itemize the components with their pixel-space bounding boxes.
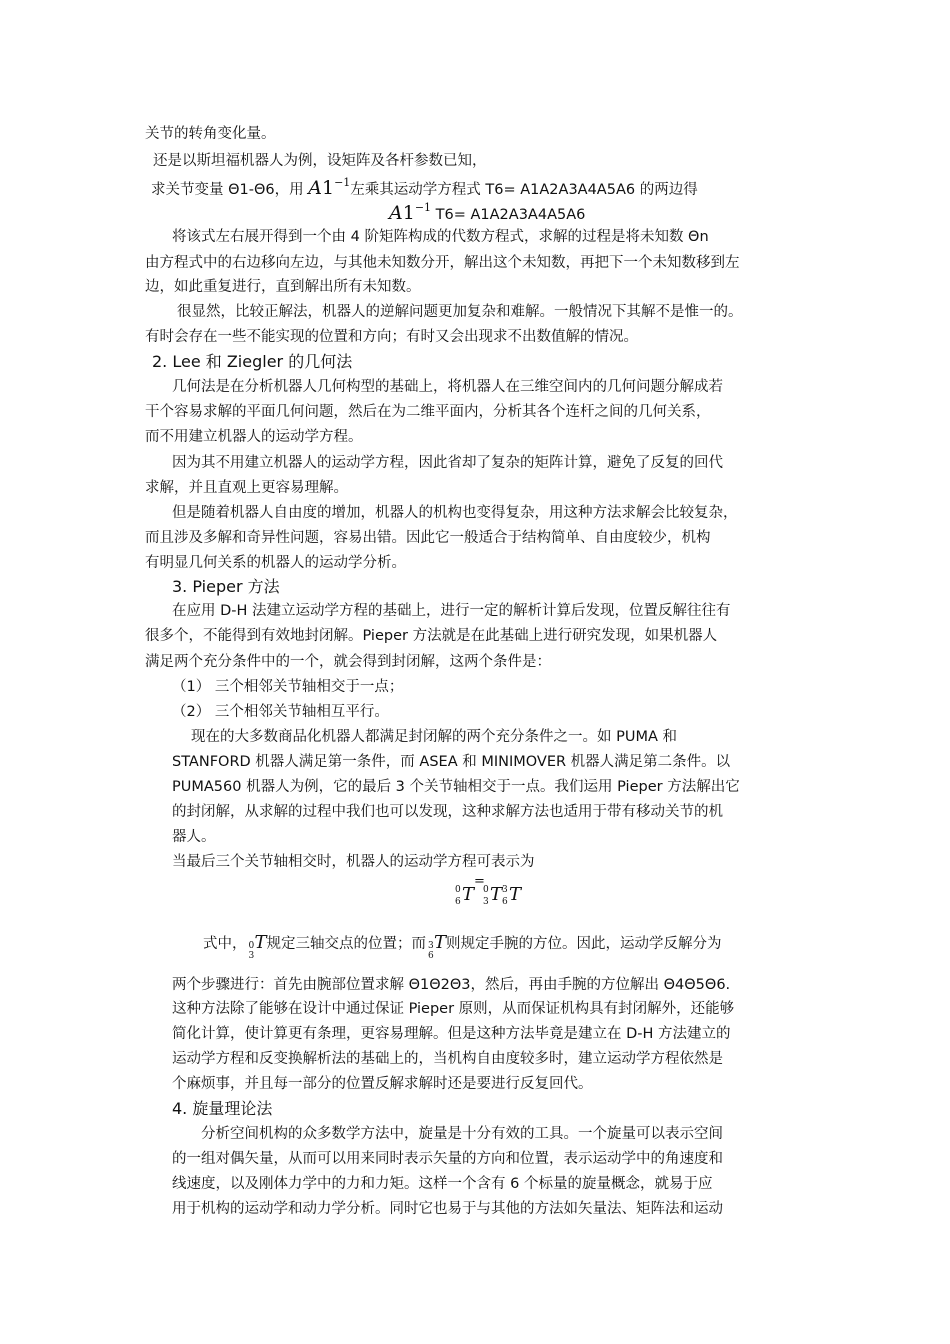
math-symbol: T bbox=[509, 884, 522, 905]
text-line: 关节的转角变化量。 bbox=[145, 126, 276, 142]
text-line: 两个步骤进行：首先由腕部位置求解 Θ1Θ2Θ3，然后，再由手腕的方位解出 Θ4Θ5Θ6. bbox=[172, 977, 731, 993]
kinematics-equation bbox=[450, 874, 530, 914]
text-line: 有明显几何关系的机器人的运动学分析。 bbox=[145, 555, 406, 571]
text-line: 还是以斯坦福机器人为例，设矩阵及各杆参数已知， bbox=[153, 153, 487, 169]
text-line: 现在的大多数商品化机器人都满足封闭解的两个充分条件之一。如 PUMA 和 bbox=[191, 729, 678, 745]
text-line: 分析空间机构的众多数学方法中，旋量是十分有效的工具。一个旋量可以表示空间 bbox=[201, 1126, 723, 1142]
math-index: 3 bbox=[502, 885, 508, 895]
math-index: 0 bbox=[248, 941, 255, 951]
equation-line bbox=[389, 203, 585, 226]
math-superscript: −1 bbox=[334, 176, 351, 189]
math-index: 3 bbox=[248, 951, 255, 961]
text-line: 将该式左右展开得到一个由 4 阶矩阵构成的代数方程式，求解的过程是将未知数 Θn bbox=[172, 229, 709, 245]
section-heading: 2. Lee 和 Ziegler 的几何法 bbox=[152, 352, 353, 371]
text-line: 求解，并且直观上更容易理解。 bbox=[145, 480, 348, 496]
math-index: 6 bbox=[455, 897, 461, 907]
math-symbol: T bbox=[254, 932, 267, 953]
math-symbol: A bbox=[308, 177, 322, 199]
math-symbol: T bbox=[462, 884, 475, 905]
list-item: （2） 三个相邻关节轴相互平行。 bbox=[172, 704, 389, 720]
text-line: 的封闭解，从求解的过程中我们也可以发现，这种求解方法也适用于带有移动关节的机 bbox=[172, 804, 723, 820]
math-operator: = bbox=[474, 874, 485, 889]
text-span: 则规定手腕的方位。因此，运动学反解分为 bbox=[446, 936, 722, 952]
section-heading: 3. Pieper 方法 bbox=[172, 577, 280, 596]
text-line: 很多个，不能得到有效地封闭解。Pieper 方法就是在此基础上进行研究发现，如果机器人 bbox=[145, 628, 718, 644]
text-line: 当最后三个关节轴相交时，机器人的运动学方程可表示为 bbox=[172, 854, 535, 870]
equation-line bbox=[203, 928, 823, 961]
text-line: 个麻烦事，并且每一部分的位置反解求解时还是要进行反复回代。 bbox=[172, 1076, 593, 1092]
text-span: T6= A1A2A3A4A5A6 bbox=[431, 207, 586, 223]
text-line: 满足两个充分条件中的一个，就会得到封闭解，这两个条件是： bbox=[145, 654, 551, 670]
text-line: 而不用建立机器人的运动学方程。 bbox=[145, 429, 363, 445]
math-superscript: −1 bbox=[414, 201, 432, 214]
text-line: STANFORD 机器人满足第一条件，而 ASEA 和 MINIMOVER 机器人满足第二条件。以 bbox=[172, 754, 731, 770]
math-index: 6 bbox=[502, 897, 508, 907]
math-index: 0 bbox=[455, 885, 461, 895]
math-symbol: A bbox=[389, 202, 403, 224]
text-line: 很显然，比较正解法，机器人的逆解问题更加复杂和难解。一般情况下其解不是惟一的。 bbox=[177, 304, 743, 320]
text-line: 用于机构的运动学和动力学分析。同时它也易于与其他的方法如矢量法、矩阵法和运动 bbox=[172, 1201, 723, 1217]
list-item: （1） 三个相邻关节轴相交于一点； bbox=[172, 679, 404, 695]
inline-math bbox=[426, 928, 447, 961]
text-line: 但是随着机器人自由度的增加，机器人的机构也变得复杂，用这种方法求解会比较复杂， bbox=[172, 505, 738, 521]
text-line: 线速度，以及刚体力学中的力和力矩。这样一个含有 6 个标量的旋量概念，就易于应 bbox=[172, 1176, 713, 1192]
text-line: 干个容易求解的平面几何问题，然后在为二维平面内，分析其各个连杆之间的几何关系， bbox=[145, 404, 711, 420]
text-line: 而且涉及多解和奇异性问题，容易出错。因此它一般适合于结构简单、自由度较少，机构 bbox=[145, 530, 711, 546]
text-span: 求关节变量 Θ1-Θ6，用 bbox=[151, 182, 309, 198]
text-span: 式中， bbox=[203, 936, 247, 952]
text-line: 简化计算，使计算更有条理，更容易理解。但是这种方法毕竟是建立在 D-H 方法建立的 bbox=[172, 1026, 731, 1042]
section-heading: 4. 旋量理论法 bbox=[172, 1099, 273, 1118]
text-line: 有时会存在一些不能实现的位置和方向；有时又会出现求不出数值解的情况。 bbox=[145, 329, 638, 345]
inline-math bbox=[247, 928, 267, 961]
text-line: 几何法是在分析机器人几何构型的基础上，将机器人在三维空间内的几何问题分解成若 bbox=[172, 379, 723, 395]
math-symbol: T bbox=[434, 932, 447, 953]
text-span: 左乘其运动学方程式 T6= A1A2A3A4A5A6 的两边得 bbox=[350, 182, 698, 198]
text-line: PUMA560 机器人为例，它的最后 3 个关节轴相交于一点。我们运用 Pieper 方法解出它 bbox=[172, 779, 740, 795]
math-index: 0 bbox=[483, 885, 489, 895]
text-line: 这种方法除了能够在设计中通过保证 Pieper 原则，从而保证机构具有封闭解外，还能够 bbox=[172, 1001, 735, 1017]
math-index: 6 bbox=[428, 951, 434, 961]
math-symbol: T bbox=[490, 884, 503, 905]
equation-line bbox=[151, 178, 698, 201]
math-symbol: 1 bbox=[321, 177, 335, 199]
text-line: 器人。 bbox=[172, 829, 216, 845]
text-line: 在应用 D-H 法建立运动学方程的基础上，进行一定的解析计算后发现，位置反解往往有 bbox=[172, 603, 731, 619]
math-index: 3 bbox=[428, 941, 434, 951]
math-symbol: 1 bbox=[402, 202, 415, 224]
math-index: 3 bbox=[483, 897, 489, 907]
text-line: 由方程式中的右边移向左边，与其他未知数分开，解出这个未知数，再把下一个未知数移到左 bbox=[145, 255, 740, 271]
text-span: 规定三轴交点的位置；而 bbox=[266, 936, 426, 952]
text-line: 因为其不用建立机器人的运动学方程，因此省却了复杂的矩阵计算，避免了反复的回代 bbox=[172, 455, 723, 471]
text-line: 运动学方程和反变换解析法的基础上的，当机构自由度较多时，建立运动学方程依然是 bbox=[172, 1051, 723, 1067]
text-line: 的一组对偶矢量，从而可以用来同时表示矢量的方向和位置，表示运动学中的角速度和 bbox=[172, 1151, 723, 1167]
text-line: 边，如此重复进行，直到解出所有未知数。 bbox=[145, 279, 421, 295]
